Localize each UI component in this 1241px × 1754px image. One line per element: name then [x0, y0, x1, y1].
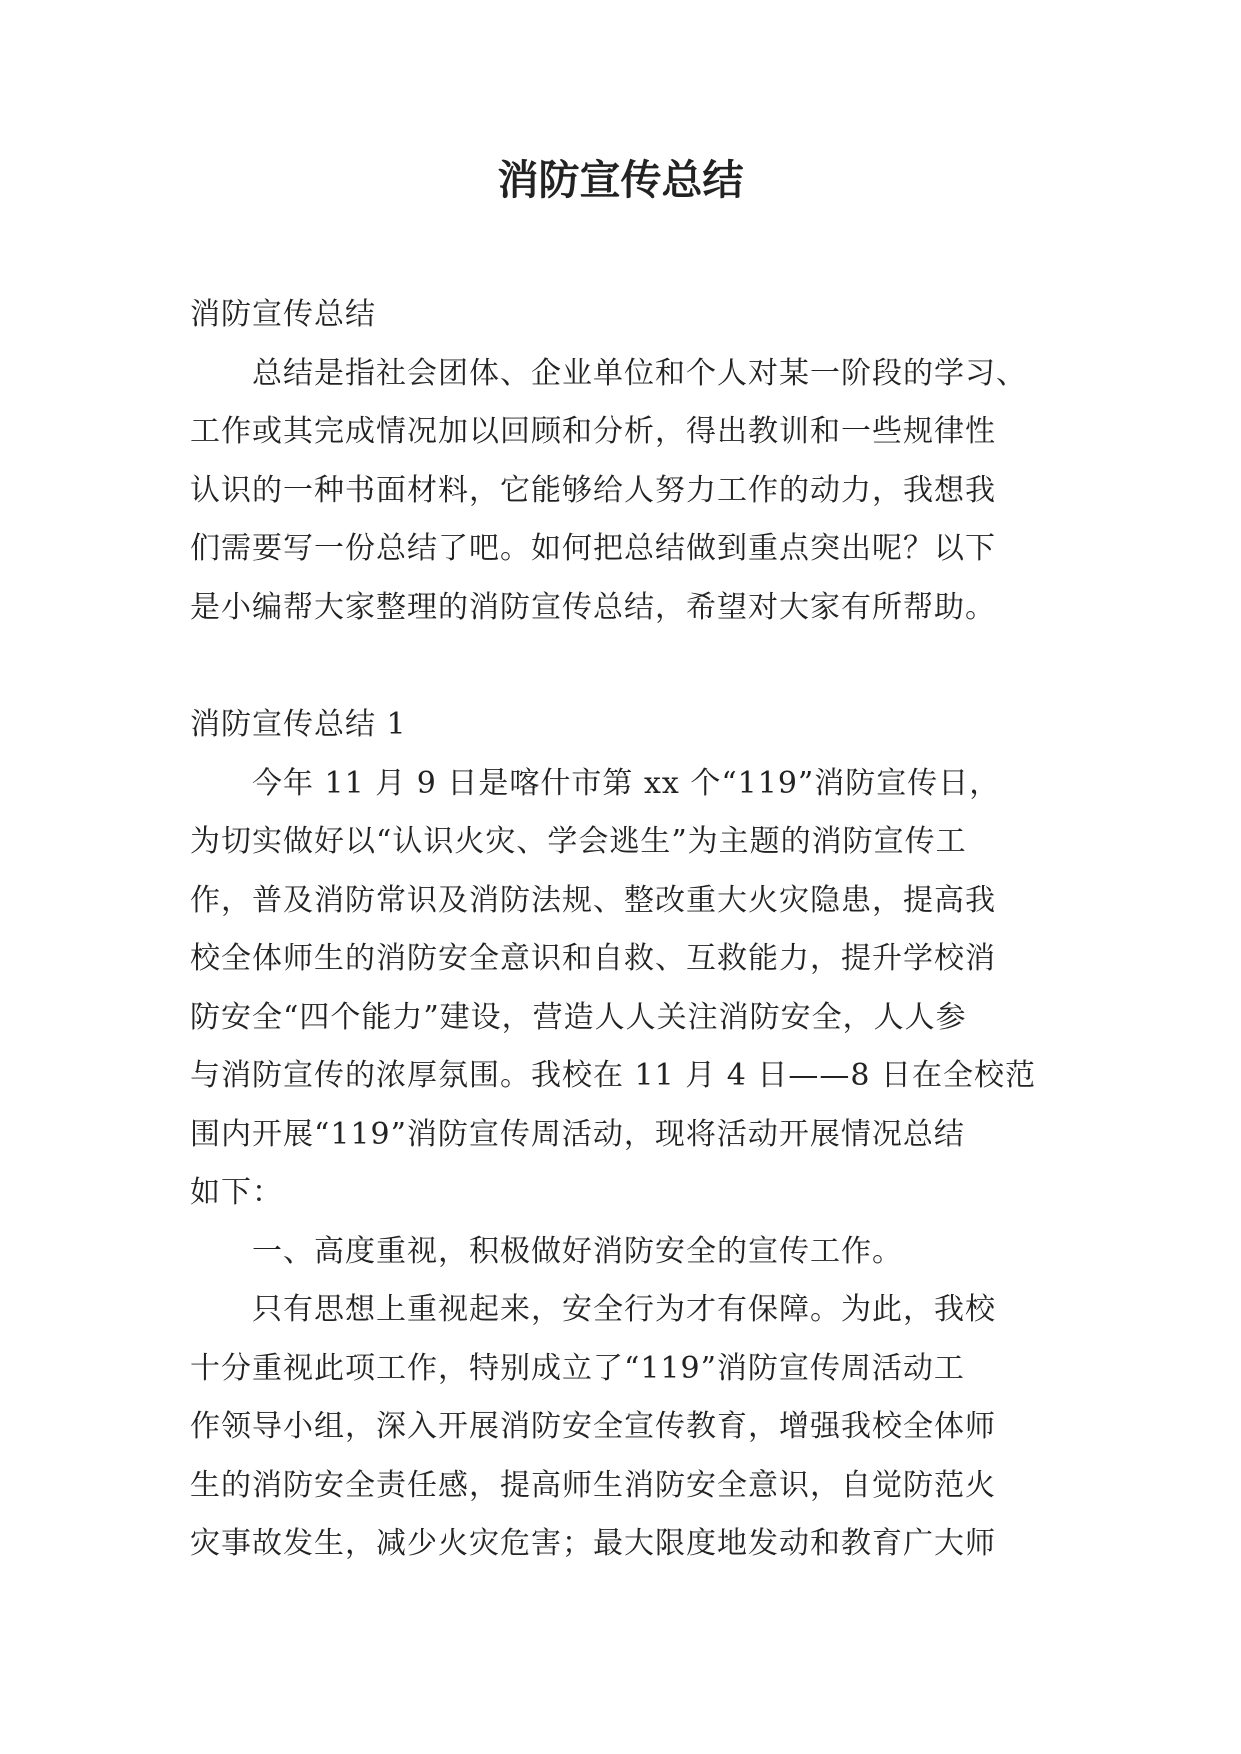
intro-paragraph-line: 认识的一种书面材料，它能够给人努力工作的动力，我想我	[190, 472, 996, 508]
paragraph-line: 只有思想上重视起来，安全行为才有保障。为此，我校	[190, 1292, 996, 1327]
paragraph-line: 作领导小组，深入开展消防安全宣传教育，增强我校全体师	[190, 1409, 996, 1444]
intro-paragraph-line: 们需要写一份总结了吧。如何把总结做到重点突出呢？以下	[190, 531, 996, 566]
paragraph-line: 十分重视此项工作，特别成立了“119”消防宣传周活动工	[190, 1350, 965, 1386]
intro-paragraph-line: 是小编帮大家整理的消防宣传总结，希望对大家有所帮助。	[190, 589, 996, 625]
paragraph-line: 作，普及消防常识及消防法规、整改重大火灾隐患，提高我	[190, 882, 996, 918]
paragraph-line: 防安全“四个能力”建设，营造人人关注消防安全，人人参	[190, 999, 967, 1035]
paragraph-line: 灾事故发生，减少火灾危害；最大限度地发动和教育广大师	[190, 1526, 996, 1561]
subsection-heading: 一、高度重视，积极做好消防安全的宣传工作。	[190, 1233, 903, 1269]
paragraph-line: 与消防宣传的浓厚氛围。我校在 11 月 4 日——8 日在全校范	[190, 1058, 1037, 1093]
paragraph-line: 围内开展“119”消防宣传周活动，现将活动开展情况总结	[190, 1116, 965, 1152]
paragraph-line: 今年 11 月 9 日是喀什市第 xx 个“119”消防宣传日，	[190, 765, 1001, 801]
paragraph-line: 校全体师生的消防安全意识和自救、互救能力，提升学校消	[190, 941, 996, 976]
intro-paragraph-line: 总结是指社会团体、企业单位和个人对某一阶段的学习、	[190, 355, 1027, 391]
document-body	[190, 286, 1054, 1574]
intro-heading: 消防宣传总结	[190, 297, 376, 332]
paragraph-line: 如下：	[190, 1175, 283, 1210]
paragraph-line: 生的消防安全责任感，提高师生消防安全意识，自觉防范火	[190, 1467, 996, 1503]
intro-paragraph-line: 工作或其完成情况加以回顾和分析，得出教训和一些规律性	[190, 414, 996, 449]
document-title: 消防宣传总结	[497, 156, 744, 204]
paragraph-line: 为切实做好以“认识火灾、学会逃生”为主题的消防宣传工	[190, 824, 967, 859]
section-heading: 消防宣传总结 1	[190, 707, 407, 742]
